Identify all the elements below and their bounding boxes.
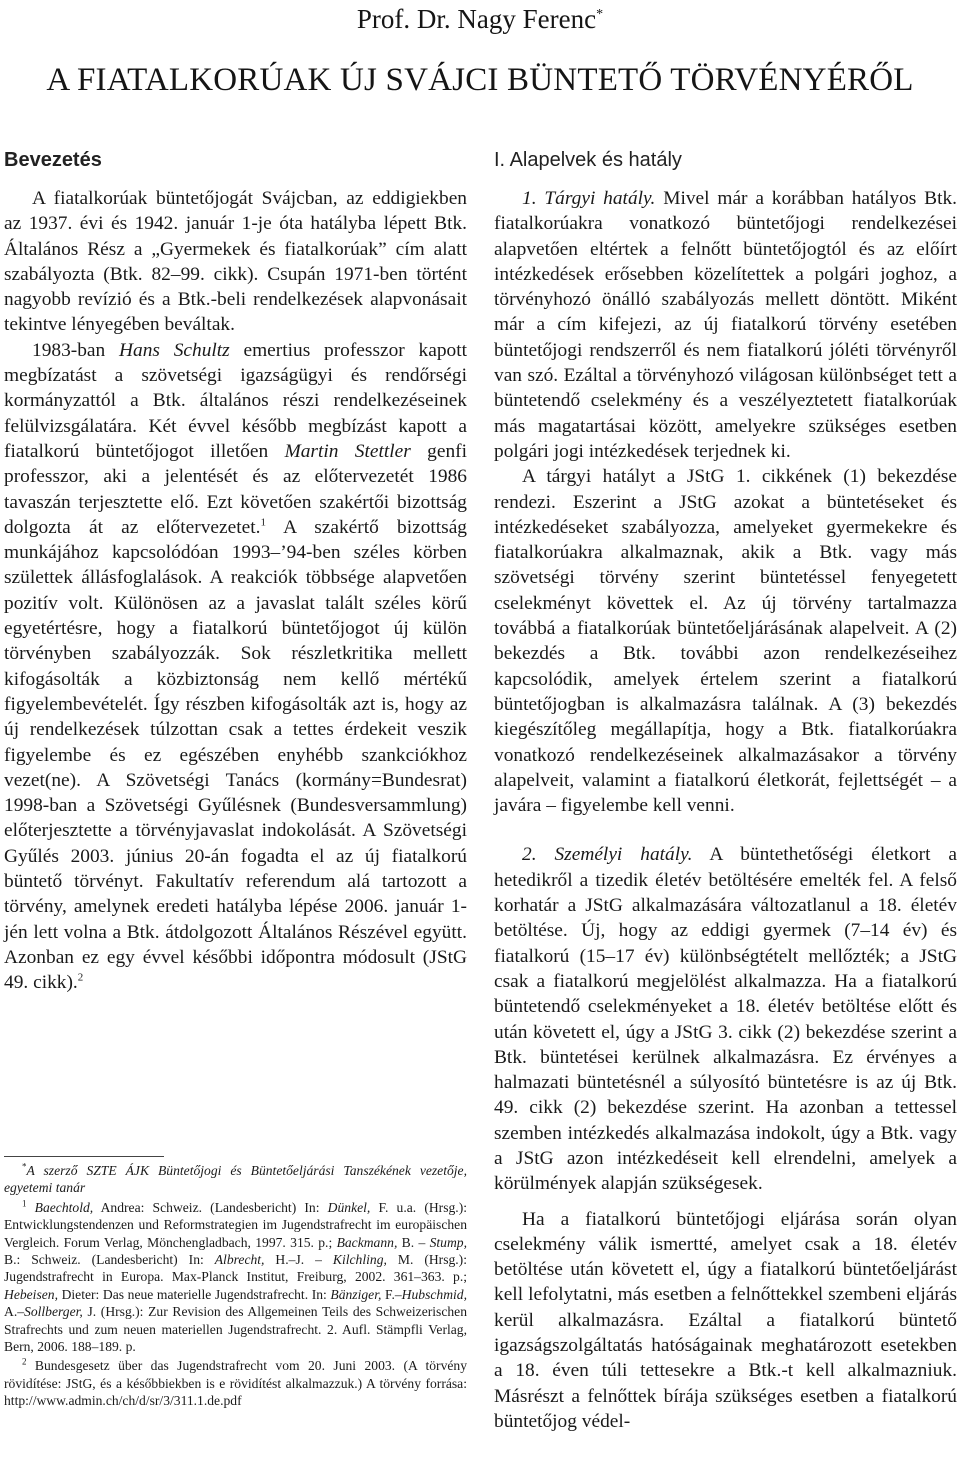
subsection-label-subject-scope: 1. Tárgyi hatály. — [522, 188, 656, 209]
footnote-mark: * — [22, 1161, 27, 1172]
article-title: A FIATALKORÚAK ÚJ SVÁJCI BÜNTETŐ TÖRVÉNYÉRŐL — [46, 62, 914, 98]
text-run: A szakértő bizottság munkájához kapcsolódóan 1993–’94-ben széles körben születtek állásfoglalások. A reakciók többsége alapvetően pozitív volt. Különösen az a javaslat talált széles körű egyetértésre, hogy a fiatalkorú büntetőjogot új külön törvényben szabályozzák. Sok részletkritika mellett kifogásolták a közbiztonság nem kellő mértékű figyelembevételét. Így részben kifogásolták azt is, hogy az új rendelkezések túlzottan csak a tettes érdekeit veszik figyelembe és ez egészében enyhébb szankciókhoz vezet(ne). A Szövetségi Tanács (kormány=Bundesrat) 1998-ban a Szövetségi Gyűlésnek (Bundesversammlung) előterjesztette a törvényjavaslat indokolását. A Szövetségi Gyűlés 2003. június 20-án fogadta el az új fiatalkorú büntető törvényt. Fakultatív referendum alá tartozott a törvény, amelynek eredeti hatályba lépése 2006. január 1-jén lett volna a Btk. átdolgozott Általános Részével együtt. Azonban ez egy évvel későbbi időpontra módosult (JStG 49. cikk). — [4, 516, 468, 994]
cited-author: Albrecht, — [214, 1252, 265, 1268]
cited-author: Dünkel, — [327, 1199, 371, 1215]
text-run: F.– — [381, 1286, 402, 1302]
intro-paragraph-2 — [4, 338, 467, 996]
footnote-ref-2[interactable]: 2 — [77, 971, 84, 984]
footnote-ref-1[interactable]: 1 — [260, 516, 266, 529]
footnote-text: Bundesgesetz über das Jugendstrafrecht vom 20. Juni 2003. (A törvény rövidítése: JStG, és a későbbiekben is e rövidítést alkalmazzuk.) A törvény forrása: http://www.admin.ch/ch/d/sr/3/311.1.de.pdf — [4, 1358, 467, 1409]
section-heading-principles: I. Alapelvek és hatály — [494, 149, 682, 171]
text-run: B.: Schweiz. (Landesbericht) In: — [4, 1252, 215, 1268]
text-run: Mivel már a korábban hatályos Btk. fiatalkorúakra vonatkozó büntetőjogi rendelkezései alapvetően eltértek a felnőtt büntetőjogtól és az előírt intézkedések erősebben közelítettek a polgári joghoz, a törvényhozó önálló szabályozás mellett döntött. Miként már a cím kifejezi, az új fiatalkorú törvény esetében büntetőjogi rendszerről és nem fiatalkorú jóléti törvényről van szó. Ezáltal a törvényhozó világosan különbséget tett a büntetendő cselekmény és a veszélyeztetett fiatalkorúak más magatartásai között, amelyekre szükséges esetben polgári jogi intézkedések terjednek ki. — [494, 188, 957, 462]
personal-scope-paragraph-2: Ha a fiatalkorú büntetőjogi eljárása során olyan cselekmény válik ismertté, amelyet csak a 18. életév betöltése után követett el, úgy a fiatalkorú büntetőeljárást kell lefolytatni, más esetben a felnőttekkel szembeni eljárás kerül alkalmazásra. Ezáltal a fiatalkorú büntető igazságszolgáltatás hatóságainak meghatározott esetekben a 18. éven túli tettesekre a Btk.-t kell alkalmazniuk. Másrészt a felnőttek bírája szükséges esetben a fiatalkorú büntetőjog védel- — [494, 1208, 957, 1432]
author-footnote-mark[interactable]: * — [596, 7, 604, 22]
footnote-2 — [4, 1357, 467, 1409]
footnote-1 — [4, 1199, 467, 1356]
text-run: H.–J. – — [264, 1252, 333, 1268]
footnote-text: A szerző SZTE ÁJK Büntetőjogi és Büntetőeljárási Tanszékének vezetője, egyetemi tanár — [4, 1163, 467, 1196]
cited-author: Baechtold, — [34, 1199, 94, 1215]
person-name: Hans Schultz — [119, 339, 230, 361]
section-heading-introduction: Bevezetés — [4, 149, 102, 171]
text-run: emertius professzor kapott megbízatást a szövetségi igazságügyi és rendőrségi kormányzattól a Btk. általános részi rendelkezéseinek felülvizsgálatára. Két évvel később megbízást kapott a fiatalkorú büntetőjogot illetően — [4, 339, 467, 462]
author-line — [0, 0, 960, 34]
text-run: A büntethetőségi életkort a hetedikről a tizedik életév betöltésére emelték fel. A felső korhatár a JStG alkalmazására változatlanul a 18. életév betöltése. Új, hogy az eddigi gyermek (7–14 év) és fiatalkorú (15–17 év) különbségtételt mellőzték; a JStG csak a fiatalkorú megjelölést alkalmazza. Ha a fiatalkorú büntetendő cselekményeket a 18. életév betöltése előtt és után követett el, úgy a JStG 3. cikk (2) bekezdése szerint a Btk. büntetései kerülnek alkalmazásra. Ez érvényes a halmazati büntetésnél a súlyosító büntetésre is az új Btk. 49. cikk (2) bekezdése szerint. Ha azonban a tettessel szemben intézkedés alkalmazása indokolt, úgy a Btk. vagy a JStG azon intézkedéseit kell elrendelni, amelyek a körülmények alapján szükségesek. — [494, 844, 958, 1195]
text-run: B. – — [397, 1234, 430, 1250]
text-run: J. (Hrsg.): Zur Revision des Allgemeinen Teils des Schweizerischen Strafrechts und zum neuen materiellen Jugendstrafrecht. 2. Aufl. Stämpfli Verlag, Bern, 2006. 188–189. p. — [4, 1304, 467, 1355]
cited-author: Sollberger, — [24, 1304, 83, 1320]
footnote-mark: 1 — [22, 1198, 27, 1209]
author-name: Prof. Dr. Nagy Ferenc — [356, 4, 597, 34]
left-column — [4, 148, 467, 996]
personal-scope-paragraph-1 — [494, 842, 957, 1196]
right-column — [494, 148, 957, 1434]
text-run: M. (Hrsg.): Jugendstrafrecht in Europa. Max-Planck Institut, Freiburg, 2002. 361–363. p.; — [4, 1252, 467, 1285]
footnote-mark: 2 — [22, 1356, 27, 1367]
cited-author: Bänziger, — [330, 1286, 382, 1302]
text-run: 1983-ban — [32, 339, 119, 361]
cited-author: Stump, — [429, 1234, 467, 1250]
text-run: genfi professzor, aki a jelentését és az előtervezetét 1986 tavaszán terjesztette elő. Ezt követően szakértői bizottság dolgozta át az előtervezetet. — [4, 440, 467, 538]
subject-scope-paragraph-2: A tárgyi hatályt a JStG 1. cikkének (1) bekezdése rendezi. Eszerint a JStG azokat a büntetéseket és intézkedéseket szabályozza, amelyeket gyermekekre és fiatalkorúakra alkalmaznak, akik a Btk. vagy más szövetségi törvény szerint büntetéssel fenyegetett cselekményt követtek el. Az új törvény tartalmazza továbbá a fiatalkorúak büntetőeljárásának alapelveit. A (2) bekezdés a Btk. további azon rendelkezéseihez kapcsolódik, amelyek értelem szerint a fiatalkorú büntetőjogban is alkalmazásra találnak. A (3) bekezdés kiegészítőleg megállapítja, hogy a Btk. fiatalkorúakra vonatkozó rendelkezéseinek alkalmazásakor a törvény alapelveit, valamint a fiatalkorú életkorát, fejlettségét – a javára – figyelembe kell venni. — [494, 466, 957, 817]
cited-author: Hubschmid, — [401, 1286, 467, 1302]
text-run: F. u.a. (Hrsg.): Entwicklungstendenzen und Reformstrategien im Jugendstrafrecht im europäischen Vergleich. Forum Verlag, Mönchengladbach, 1997. 315. p.; — [4, 1199, 467, 1250]
footnote-author — [4, 1162, 467, 1197]
footnotes — [4, 1162, 467, 1410]
text-run: A.– — [4, 1304, 25, 1320]
cited-author: Hebeisen, — [4, 1286, 58, 1302]
intro-paragraph-1: A fiatalkorúak büntetőjogát Svájcban, az eddigiekben az 1937. évi és 1942. január 1-je óta hatályba lépett Btk. Általános Rész a „Gyermekek és fiatalkorúak” cím alatt szabályozta (Btk. 82–99. cikk). Csupán 1971-ben történt nagyobb revízió és a Btk.-beli rendelkezések alapvonásait tekintve lényegében beváltak. — [4, 188, 467, 336]
person-name: Martin Stettler — [284, 440, 411, 462]
subsection-label-personal-scope: 2. Személyi hatály. — [522, 844, 693, 866]
cited-author: Backmann, — [336, 1234, 398, 1250]
cited-author: Kilchling, — [332, 1252, 387, 1268]
text-run: Dieter: Das neue materielle Jugendstrafrecht. In: — [57, 1286, 331, 1302]
subject-scope-paragraph-1 — [494, 186, 957, 464]
footnote-divider — [4, 1156, 164, 1157]
text-run: Andrea: Schweiz. (Landesbericht) In: — [93, 1199, 328, 1215]
